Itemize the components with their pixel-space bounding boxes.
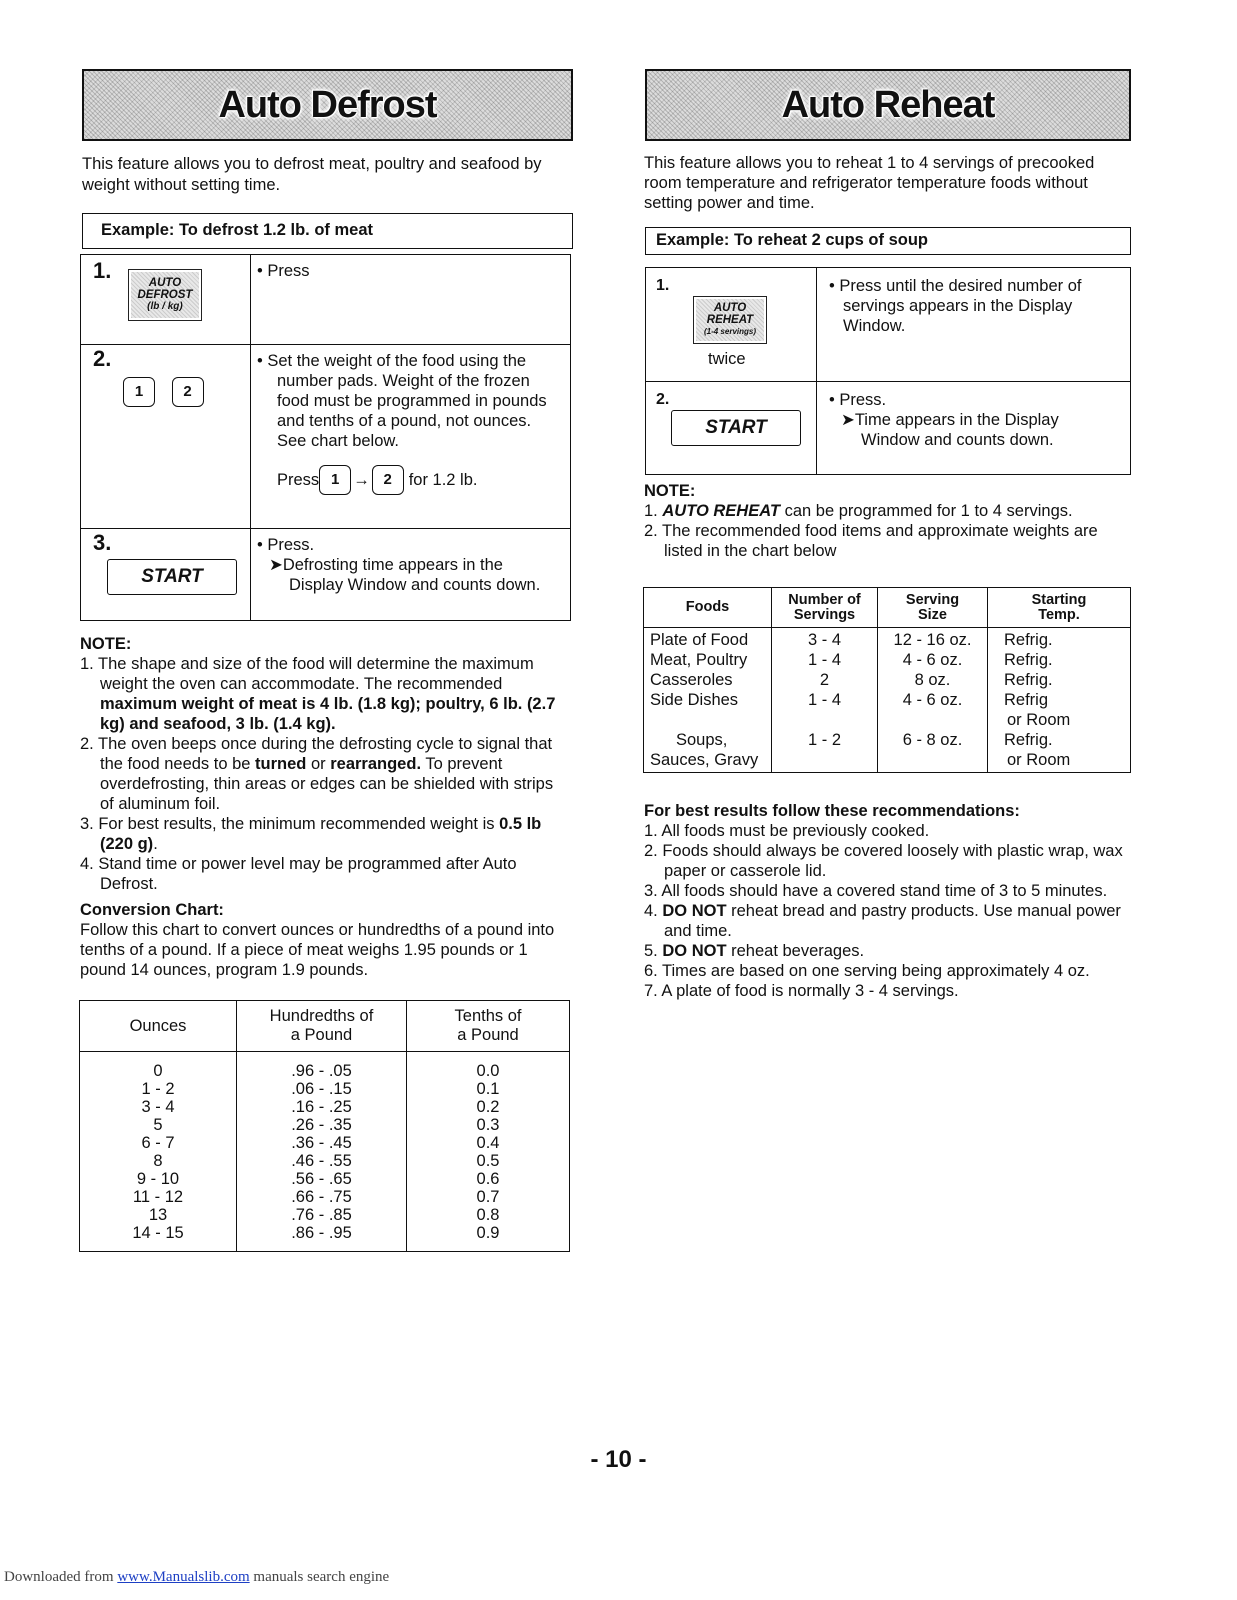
auto-defrost-key-line3: (lb / kg): [147, 301, 183, 312]
reheat-step2-text-cell: [817, 382, 1131, 475]
defrost-step3-text2: ➤Defrosting time appears in the Display Window and counts down.: [269, 556, 541, 594]
foods-size-cell: 4 - 6 oz.: [902, 651, 963, 669]
conv-hundredths-cell: .96 - .05: [291, 1062, 352, 1080]
auto-reheat-steps: [645, 267, 1131, 475]
foods-size-cell: [878, 750, 987, 770]
best-4: 4. DO NOT reheat bread and pastry products. Use manual power and time.: [644, 902, 1121, 940]
arrow-icon: →: [353, 471, 370, 489]
conv-tenths-cell: 0.9: [476, 1224, 500, 1242]
conv-tenths-cell: 0.5: [476, 1152, 500, 1170]
foods-col-size: [878, 628, 988, 773]
best-6: 6. Times are based on one serving being approximately 4 oz.: [644, 962, 1090, 980]
auto-defrost-key-line2: DEFROST: [137, 289, 193, 301]
reheat-note-title: NOTE:: [644, 482, 696, 500]
conv-ounces-cell: 14 - 15: [132, 1224, 184, 1242]
foods-servings-cell: 3 - 4: [807, 631, 842, 649]
press-label: Press: [277, 471, 320, 489]
defrost-step3-cell: [81, 529, 251, 621]
conv-tenths-cell: 0.4: [476, 1134, 500, 1152]
foods-food-cell: Soups,: [676, 731, 728, 749]
best-3: 3. All foods should have a covered stand time of 3 to 5 minutes.: [644, 882, 1108, 900]
conv-ounces-cell: 5: [153, 1116, 163, 1134]
auto-reheat-header: [645, 69, 1131, 141]
conv-tenths-cell: 0.0: [476, 1062, 500, 1080]
foods-temp-cell: Refrig.: [1004, 631, 1053, 649]
defrost-step2-text: • Set the weight of the food using the number pads. Weight of the frozen food must be programmed in pounds and tenths of a pound, not ounces. See chart below.: [257, 352, 547, 450]
best-results-list: [644, 821, 1134, 1001]
foods-size-cell: 4 - 6 oz.: [902, 691, 963, 709]
conv-hundredths-cell: .16 - .25: [291, 1098, 352, 1116]
defrost-step2-number: 2.: [93, 346, 112, 371]
conv-ounces-cell: 9 - 10: [136, 1170, 180, 1188]
conv-hundredths-cell: .56 - .65: [291, 1170, 352, 1188]
foods-col-temp: [988, 628, 1131, 773]
number-pad-1[interactable]: 1: [123, 377, 155, 407]
best-1: 1. All foods must be previously cooked.: [644, 822, 930, 840]
defrost-step1-text: • Press: [257, 262, 310, 280]
defrost-step2-cell: [81, 345, 251, 529]
conv-tenths-cell: 0.3: [476, 1116, 500, 1134]
conversion-chart-title: Conversion Chart:: [80, 901, 224, 919]
auto-defrost-header: [82, 69, 573, 141]
conv-ounces-cell: 1 - 2: [141, 1080, 175, 1098]
auto-reheat-key-line2: REHEAT: [706, 314, 754, 326]
reheat-step1-number: 1.: [656, 277, 670, 294]
reheat-step2-cell: [646, 382, 817, 475]
best-7: 7. A plate of food is normally 3 - 4 servings.: [644, 982, 959, 1000]
conv-ounces-cell: 13: [148, 1206, 168, 1224]
defrost-step3-number: 3.: [93, 530, 112, 555]
foods-size-cell: 6 - 8 oz.: [902, 731, 963, 749]
foods-temp-cell: Refrig.: [1004, 731, 1053, 749]
foods-temp-cell: Refrig.: [1004, 671, 1053, 689]
defrost-note-1: 1. The shape and size of the food will determine the maximum weight the oven can accommodate. The recommended maximum weight of meat is 4 lb. (1.8 kg); poultry, 6 lb. (2.7 kg) and seafood, 3 lb. (1.4 kg).: [80, 655, 556, 733]
defrost-step1-text-cell: [251, 255, 571, 345]
reheat-step2-text2: ➤Time appears in the Display Window and counts down.: [841, 411, 1059, 449]
reheat-notes: [644, 501, 1124, 561]
foods-table: [643, 587, 1131, 773]
conv-hundredths-cell: .06 - .15: [291, 1080, 352, 1098]
defrost-step2-text-cell: [251, 345, 571, 529]
foods-header-foods: Foods: [644, 588, 772, 628]
auto-defrost-example: Example: To defrost 1.2 lb. of meat: [82, 213, 573, 249]
conv-tenths-cell: 0.1: [476, 1080, 500, 1098]
conv-header-hundredths: Hundredths of a Pound: [237, 1001, 407, 1052]
conv-tenths-cell: 0.2: [476, 1098, 500, 1116]
conv-hundredths-cell: .66 - .75: [291, 1188, 352, 1206]
reheat-step1-cell: [646, 268, 817, 382]
conv-hundredths-cell: .46 - .55: [291, 1152, 352, 1170]
foods-size-cell: [878, 710, 987, 730]
defrost-step1-number: 1.: [93, 258, 112, 283]
conv-hundredths-cell: .36 - .45: [291, 1134, 352, 1152]
reheat-step1-text-cell: [817, 268, 1131, 382]
conv-ounces-cell: 3 - 4: [141, 1098, 175, 1116]
foods-header-size: Serving Size: [878, 588, 988, 628]
reheat-step1-text: • Press until the desired number of servings appears in the Display Window.: [829, 277, 1082, 335]
conv-col-ounces: [80, 1052, 237, 1252]
foods-temp-cell: Refrig.: [1004, 651, 1053, 669]
foods-food-cell: Casseroles: [650, 671, 733, 689]
conv-ounces-cell: 8: [153, 1152, 163, 1170]
best-5: 5. DO NOT reheat beverages.: [644, 942, 865, 960]
foods-temp-cell: Refrig: [1004, 691, 1049, 709]
press-key-1: 1: [319, 465, 351, 495]
reheat-step2-text1: • Press.: [829, 391, 887, 409]
conv-hundredths-cell: .26 - .35: [291, 1116, 352, 1134]
foods-food-cell: [650, 710, 765, 730]
conv-col-hundredths: [237, 1052, 407, 1252]
foods-food-cell: Plate of Food: [650, 631, 749, 649]
defrost-step3-text-cell: [251, 529, 571, 621]
reheat-note-2: 2. The recommended food items and approximate weights are listed in the chart below: [644, 522, 1098, 560]
auto-reheat-title: Auto Reheat: [781, 84, 995, 126]
best-results-title: For best results follow these recommendations:: [644, 802, 1020, 820]
foods-servings-cell: [772, 750, 877, 770]
number-pad-2[interactable]: 2: [172, 377, 204, 407]
defrost-step3-text1: • Press.: [257, 536, 315, 554]
conversion-chart-text: Follow this chart to convert ounces or hundredths of a pound into tenths of a pound. If a piece of meat weighs 1.95 pounds or 1 pound 14 ounces, program 1.9 pounds.: [80, 921, 555, 979]
reheat-step2-number: 2.: [656, 391, 670, 408]
page-number: - 10 -: [590, 1446, 647, 1473]
foods-header-temp: Starting Temp.: [988, 588, 1131, 628]
press-key-2: 2: [372, 465, 404, 495]
conversion-table: [79, 1000, 570, 1252]
foods-temp-cell: or Room: [1007, 711, 1071, 729]
defrost-note-title: NOTE:: [80, 635, 132, 653]
foods-col-servings: [772, 628, 878, 773]
auto-reheat-key-line3: (1-4 servings): [703, 327, 757, 336]
conv-tenths-cell: 0.6: [476, 1170, 500, 1188]
foods-size-cell: 12 - 16 oz.: [893, 631, 972, 649]
defrost-note-4: 4. Stand time or power level may be programmed after Auto Defrost.: [80, 855, 517, 893]
conv-tenths-cell: 0.8: [476, 1206, 500, 1224]
auto-reheat-example: Example: To reheat 2 cups of soup: [645, 227, 1131, 255]
start-key-reheat[interactable]: START: [671, 410, 801, 446]
foods-servings-cell: 1 - 2: [807, 731, 842, 749]
foods-food-cell: Side Dishes: [650, 691, 739, 709]
auto-reheat-intro: This feature allows you to reheat 1 to 4 servings of precooked room temperature and refrigerator temperature foods without setting power and time.: [644, 154, 1095, 212]
auto-defrost-title: Auto Defrost: [218, 84, 437, 126]
auto-reheat-key-line1: AUTO: [713, 302, 747, 314]
conv-hundredths-cell: .86 - .95: [291, 1224, 352, 1242]
foods-servings-cell: [772, 710, 877, 730]
conv-ounces-cell: 6 - 7: [141, 1134, 175, 1152]
start-key-defrost[interactable]: START: [107, 559, 237, 595]
foods-food-cell: Meat, Poultry: [650, 651, 748, 669]
foods-food-cell: Sauces, Gravy: [650, 751, 759, 769]
auto-defrost-key-line1: AUTO: [148, 277, 182, 289]
twice-label: twice: [708, 350, 746, 368]
foods-header-servings: Number of Servings: [772, 588, 878, 628]
conv-col-tenths: [407, 1052, 570, 1252]
defrost-notes: [80, 654, 570, 894]
manualslib-link[interactable]: www.Manualslib.com: [117, 1569, 250, 1585]
auto-defrost-intro: This feature allows you to defrost meat, poultry and seafood by weight without setting time.: [82, 155, 542, 194]
conv-ounces-cell: 0: [153, 1062, 163, 1080]
reheat-note-1: 1. AUTO REHEAT can be programmed for 1 to 4 servings.: [644, 502, 1073, 520]
for-label: for 1.2 lb.: [408, 471, 478, 489]
conv-ounces-cell: 11 - 12: [132, 1188, 184, 1206]
conv-tenths-cell: 0.7: [476, 1188, 500, 1206]
defrost-step1-cell: [81, 255, 251, 345]
auto-reheat-key[interactable]: [693, 296, 767, 344]
auto-defrost-steps: [80, 254, 571, 621]
foods-servings-cell: 2: [819, 671, 830, 689]
defrost-note-3: 3. For best results, the minimum recommended weight is 0.5 lb (220 g).: [80, 815, 542, 853]
foods-servings-cell: 1 - 4: [807, 691, 842, 709]
defrost-note-2: 2. The oven beeps once during the defrosting cycle to signal that the food needs to be turned or rearranged. To prevent overdefrosting, thin areas or edges can be shielded with strips of aluminum foil.: [80, 735, 554, 813]
conv-header-ounces: Ounces: [80, 1001, 237, 1052]
best-2: 2. Foods should always be covered loosely with plastic wrap, wax paper or casserole lid.: [644, 842, 1123, 880]
auto-defrost-key[interactable]: [128, 269, 202, 321]
foods-servings-cell: 1 - 4: [807, 651, 842, 669]
conv-hundredths-cell: .76 - .85: [291, 1206, 352, 1224]
conv-header-tenths: Tenths of a Pound: [407, 1001, 570, 1052]
download-credit: Downloaded from www.Manualslib.com manuals search engine: [4, 1569, 390, 1585]
foods-temp-cell: or Room: [1007, 751, 1071, 769]
foods-col-food: [644, 628, 772, 773]
foods-size-cell: 8 oz.: [914, 671, 951, 689]
defrost-step2-press-line: [277, 465, 564, 495]
